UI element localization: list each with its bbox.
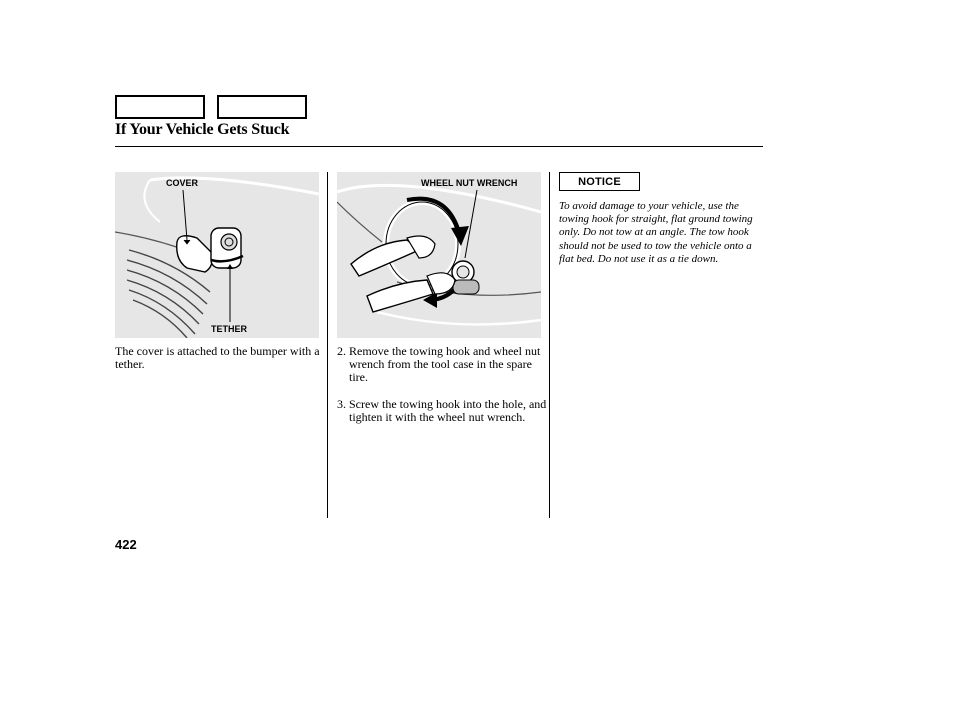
column-divider-1 bbox=[327, 172, 328, 518]
cover-description: The cover is attached to the bumper with a tether. bbox=[115, 344, 320, 371]
nav-tab-button-1[interactable] bbox=[115, 95, 205, 119]
step-2-text: Remove the towing hook and wheel nut wrench from the tool case in the spare tire. bbox=[349, 344, 541, 384]
title-divider bbox=[115, 146, 763, 147]
step-3-number: 3. bbox=[337, 397, 346, 411]
page-title: If Your Vehicle Gets Stuck bbox=[115, 121, 290, 138]
wrench-illustration-drawing bbox=[337, 172, 541, 338]
tether-label: TETHER bbox=[211, 324, 247, 334]
step-2-number: 2. bbox=[337, 344, 346, 358]
wheel-nut-wrench-label: WHEEL NUT WRENCH bbox=[421, 178, 518, 188]
page-number: 422 bbox=[115, 537, 137, 552]
notice-badge: NOTICE bbox=[559, 172, 640, 191]
nav-tab-button-2[interactable] bbox=[217, 95, 307, 119]
cover-label: COVER bbox=[166, 178, 199, 188]
step-3-text: Screw the towing hook into the hole, and tighten it with the wheel nut wrench. bbox=[349, 397, 547, 424]
column-divider-2 bbox=[549, 172, 550, 518]
step-3 bbox=[337, 398, 547, 424]
step-2 bbox=[337, 345, 547, 384]
wrench-illustration bbox=[337, 172, 541, 338]
cover-illustration bbox=[115, 172, 319, 338]
cover-illustration-drawing bbox=[115, 172, 319, 338]
notice-text: To avoid damage to your vehicle, use the towing hook for straight, flat ground towing only. Do not tow at an angle. The tow hook should not be used to tow the vehicle onto a flat bed. Do not use it as a tie down. bbox=[559, 200, 753, 265]
